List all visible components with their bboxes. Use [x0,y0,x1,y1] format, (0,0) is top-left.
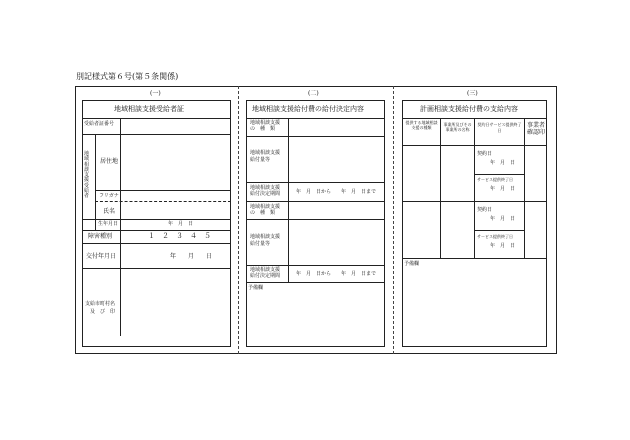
address-label: 居住地 [100,158,119,165]
furigana-label: フリガナ [99,193,119,199]
contract-date-value-1: 年 月 日 [490,160,516,166]
section-divider-1 [238,86,239,354]
contract-date-label-2: 契約日 [477,207,493,213]
section-2-marker: (二) [308,90,319,97]
col-office-header: 事業所及びその事業所の名称 [443,122,472,133]
end-date-value-1: 年 月 日 [490,186,516,192]
service-type-label-2: 地域相談支援の 種 類 [250,204,281,216]
contract-date-value-2: 年 月 日 [490,216,516,222]
section-1-title: 地域相談支援受給者証 [114,105,184,113]
recipient-vertical-label: 地域相談支援受給者 [84,151,90,199]
issue-date-label: 交付年月日 [86,253,117,260]
section-2-title: 地域相談支援給付費の給付決定内容 [252,105,364,113]
decision-period-value-2: 年 月 日から 年 月 日まで [296,271,377,277]
section-divider-2 [393,86,394,354]
form-title: 別記様式第６号(第５条関係) [76,72,179,81]
service-type-label-1: 地域相談支援の 種 類 [250,120,281,132]
col-contract-header: 契約日サービス提供終了日 [477,122,522,134]
name-label: 氏名 [103,208,116,215]
decision-period-label-2: 地域相談支援給付決定期間 [250,267,281,279]
disability-type-value: １ ２ ３ ４ ５ [148,232,211,240]
section-3-marker: (三) [467,90,478,97]
col-service-type-header: 提供する地域相談支援の種類 [405,120,438,130]
birthdate-value: 年 月 日 [168,221,194,227]
issuer-label-line1: 支給市町村名 [85,301,116,307]
contract-date-label-1: 契約日 [477,151,493,157]
col-seal-header: 事業者確認印 [527,122,546,136]
section-3-title: 計画相談支援給付費の支給内容 [420,105,518,113]
end-date-label-2: サービス提供終了日 [477,234,513,239]
birthdate-label: 生年月日 [98,221,119,227]
issuer-label-line2: 及 び 印 [90,309,116,315]
section-3-remarks-label: 予備欄 [404,261,420,267]
decision-period-value-1: 年 月 日から 年 月 日まで [296,189,377,195]
issue-date-value: 年 月 日 [170,253,213,260]
benefit-amount-label-1: 地域相談支援給付量等 [250,150,281,163]
section-1-marker: (一) [150,90,161,97]
benefit-amount-label-2: 地域相談支援給付量等 [250,234,281,247]
end-date-value-2: 年 月 日 [490,243,516,249]
end-date-label-1: サービス提供終了日 [477,177,513,182]
disability-type-label: 障害種別 [88,233,113,240]
section-2-remarks-label: 予備欄 [248,285,264,291]
decision-period-label-1: 地域相談支援給付決定期間 [250,185,281,197]
section-2-box [246,100,385,347]
certificate-number-label: 受給者証番号 [84,121,115,127]
